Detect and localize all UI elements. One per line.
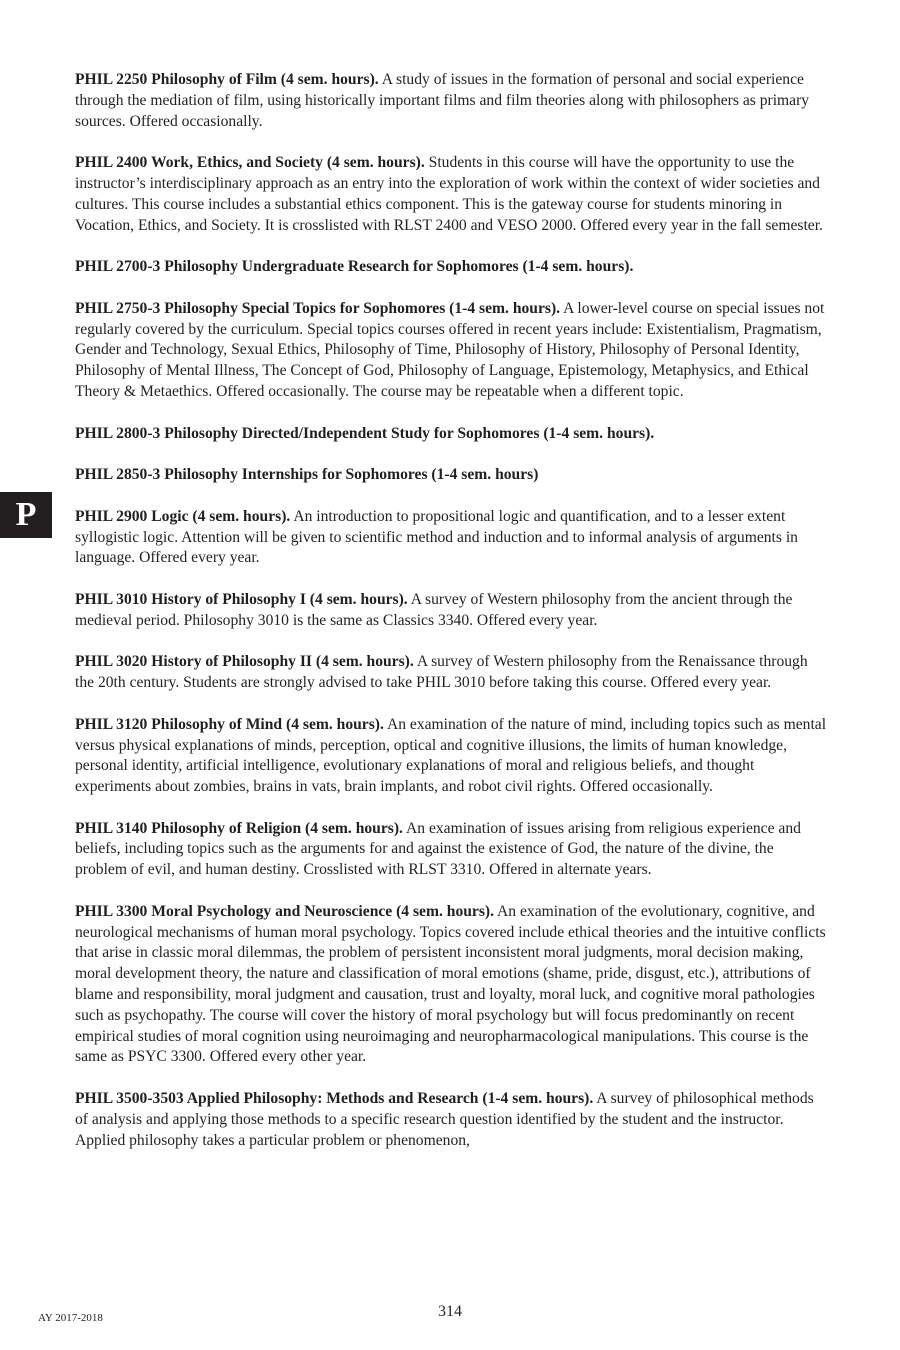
course-description: An examination of issues arising from religious experience and beliefs, including topics such as the arguments for and against the existence of God, the nature of the divine, the problem of evil, and human destiny. Crosslisted with RLST 3310. Offered in alternate years. [75, 819, 801, 879]
course-entry [75, 715, 827, 798]
course-entry [75, 652, 827, 694]
course-entry [75, 257, 827, 278]
course-description: A survey of philosophical methods of analysis and applying those methods to a specific research question identified by the student and the instructor. Applied philosophy takes a particular problem or phenomenon, [75, 1090, 814, 1149]
course-entry [75, 70, 827, 132]
course-title: PHIL 2400 Work, Ethics, and Society (4 sem. hours). [75, 154, 425, 172]
course-description: A lower-level course on special issues not regularly covered by the curriculum. Special topics courses offered in recent years include: Existentialism, Pragmatism, Gender and Technology, Sexual Ethics, Philosophy of Time, Philosophy of History, Philosophy of Personal Identity, Philosophy of Mental Illness, The Concept of God, Philosophy of Language, Epistemology, Metaphysics, and Ethical Theory & Metaethics. Offered occasionally. The course may be repeatable when a different topic. [75, 299, 825, 400]
course-entry [75, 153, 827, 236]
course-entry [75, 1089, 827, 1151]
course-entry [75, 507, 827, 569]
course-entry [75, 590, 827, 632]
page-number: 314 [438, 1303, 462, 1320]
course-title: PHIL 2250 Philosophy of Film (4 sem. hours). [75, 71, 379, 88]
course-title: PHIL 3020 History of Philosophy II (4 sem. hours). [75, 653, 414, 671]
course-title: PHIL 3500-3503 Applied Philosophy: Methods and Research (1-4 sem. hours). [75, 1090, 594, 1108]
course-entry [75, 819, 827, 881]
course-description: A study of issues in the formation of personal and social experience through the mediation of film, using historically important films and film theories along with philosophers as primary sources. Offered occasionally. [75, 71, 810, 130]
course-entry [75, 465, 827, 486]
course-description: An introduction to propositional logic and quantification, and to a lesser extent syllogistic logic. Attention will be given to scientific method and induction and to informal analysis of arguments in language. Offered every year. [75, 507, 798, 567]
course-title: PHIL 3300 Moral Psychology and Neuroscience (4 sem. hours). [75, 902, 494, 920]
course-title: PHIL 2800-3 Philosophy Directed/Independent Study for Sophomores (1-4 sem. hours). [75, 424, 655, 442]
course-description: A survey of Western philosophy from the ancient through the medieval period. Philosophy 3010 is the same as Classics 3340. Offered every year. [75, 590, 793, 629]
academic-year-label: AY 2017-2018 [38, 1312, 103, 1324]
course-title: PHIL 2750-3 Philosophy Special Topics for Sophomores (1-4 sem. hours). [75, 299, 561, 317]
course-title: PHIL 3120 Philosophy of Mind (4 sem. hours). [75, 715, 384, 733]
course-title: PHIL 3010 History of Philosophy I (4 sem. hours). [75, 590, 408, 608]
course-list [75, 70, 827, 1172]
course-description: An examination of the nature of mind, including topics such as mental versus physical explanations of minds, perception, optical and cognitive illusions, the limits of human knowledge, personal identity, artificial intelligence, evolutionary explanations of moral and religious beliefs, and thought experiments about zombies, brains in vats, brain implants, and robot civil rights. Offered occasionally. [75, 715, 827, 796]
course-entry [75, 424, 827, 445]
course-title: PHIL 2850-3 Philosophy Internships for Sophomores (1-4 sem. hours) [75, 466, 539, 484]
course-title: PHIL 2700-3 Philosophy Undergraduate Research for Sophomores (1-4 sem. hours). [75, 258, 634, 276]
course-title: PHIL 2900 Logic (4 sem. hours). [75, 507, 291, 525]
course-description: An examination of the evolutionary, cognitive, and neurological mechanisms of human moral psychology. Topics covered include ethical theories and the intuitive conflicts that arise in classic moral dilemmas, the problem of persistent inconsistent moral judgments, moral decision making, moral development theory, the nature and classification of moral emotions (shame, pride, disgust, etc.), attributions of blame and responsibility, moral judgment and causation, trust and loyalty, moral luck, and cognitive moral pathologies such as psychopathy. The course will cover the history of moral psychology but will focus predominantly on recent empirical studies of moral cognition using neuroimaging and neuropharmacological manipulations. This course is the same as PSYC 3300. Offered every other year. [75, 902, 826, 1066]
course-description: A survey of Western philosophy from the Renaissance through the 20th century. Students are strongly advised to take PHIL 3010 before taking this course. Offered every year. [75, 653, 808, 692]
section-tab-letter: P [0, 492, 52, 538]
course-title: PHIL 3140 Philosophy of Religion (4 sem. hours). [75, 819, 403, 837]
course-entry [75, 299, 827, 403]
course-entry [75, 902, 827, 1068]
course-description: Students in this course will have the opportunity to use the instructor’s interdisciplinary approach as an entry into the exploration of work within the context of wider societies and cultures. This course includes a substantial ethics component. This is the gateway course for students minoring in Vocation, Ethics, and Society. It is crosslisted with RLST 2400 and VESO 2000. Offered every year in the fall semester. [75, 154, 823, 234]
